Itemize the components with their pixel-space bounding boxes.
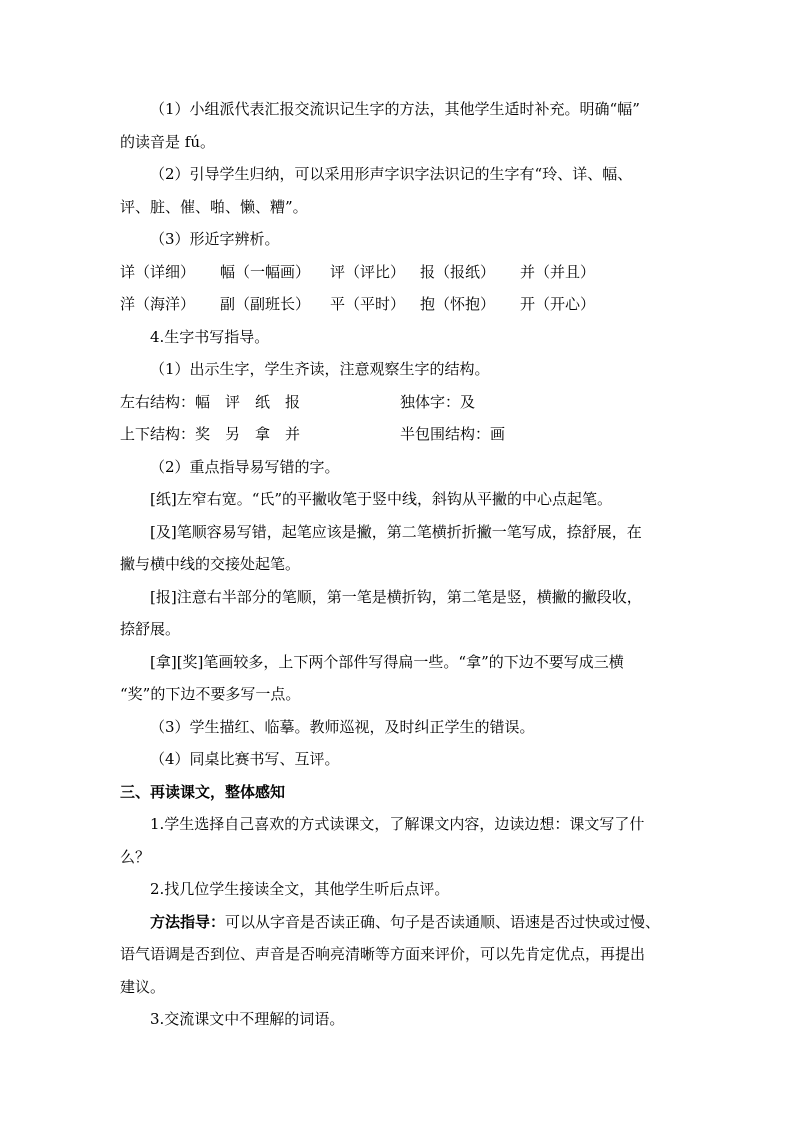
structure-row-1 [120,386,680,419]
question-2: 2.找几位学生接读全文，其他学生听后点评。 [150,880,450,898]
char-note-zhi: [纸]左窄右宽。“氏”的平撇收笔于竖中线，斜钩从平撇的中心点起笔。 [150,490,613,508]
char-note-na-line-2: “奖”的下边不要多写一点。 [120,685,301,703]
question-3: 3.交流课文中不理解的词语。 [150,1010,345,1028]
paragraph-6: （2）重点指导易写错的字。 [150,457,340,476]
paragraph-1-line-2: 的读音是 fú。 [120,132,215,151]
paragraph-8: （4）同桌比赛书写、互评。 [150,750,340,768]
paragraph-2-line-2: 评、脏、催、啪、懒、糟”。 [120,197,308,216]
document-body [120,93,680,1036]
char-pair: 副（副班长） [220,295,311,313]
question-1-line-1: 1.学生选择自己喜欢的方式读课文，了解课文内容，边读边想：课文写了什 [150,815,645,833]
method-guide-text: 可以从字音是否读正确、句子是否读通顺、语速是否过快或过慢、 [225,912,661,931]
similar-chars-row-2 [120,288,680,321]
method-guide-line-2: 语气语调是否到位、声音是否响亮清晰等方面来评价，可以先肯定优点，再提出 [120,945,646,963]
char-pair: 平（平时） [330,295,406,313]
paragraph-3: （3）形近字辨析。 [150,230,280,248]
char-note-na-line-1: [拿][奖]笔画较多，上下两个部件写得扁一些。“拿”的下边不要写成三横 [150,652,624,671]
char-pair: 洋（海洋） [120,295,196,313]
half-enclosure-structure: 半包围结构：画 [400,425,506,443]
char-note-bao-line-2: 捺舒展。 [120,620,181,638]
method-guide-label: 方法指导： [150,912,226,931]
char-pair: 并（并且） [520,262,596,281]
section-3-heading: 三、再读课文，整体感知 [120,782,286,801]
similar-chars-row-1 [120,256,680,289]
char-pair: 详（详细） [120,262,196,281]
char-pair: 开（开心） [520,295,596,313]
structure-row-2 [120,418,680,451]
paragraph-2-line-1: （2）引导学生归纳，可以采用形声字识字法识记的生字有“玲、详、幅、 [150,165,633,183]
char-note-ji-line-2: 撇与横中线的交接处起笔。 [120,555,301,573]
left-right-structure: 左右结构：幅 评 纸 报 [120,392,301,411]
char-note-bao-line-1: [报]注意右半部分的笔顺，第一笔是横折钩，第二笔是竖，横撇的撇段收， [150,587,642,606]
top-bottom-structure: 上下结构：奖 另 拿 并 [120,425,301,443]
paragraph-7: （3）学生描红、临摹。教师巡视，及时纠正学生的错误。 [150,717,535,736]
char-note-ji-line-1: [及]笔顺容易写错，起笔应该是撇，第二笔横折折撇一笔写成，捺舒展，在 [150,522,642,541]
paragraph-4: 4.生字书写指导。 [150,327,270,346]
paragraph-5: （1）出示生字，学生齐读，注意观察生字的结构。 [150,360,490,378]
single-structure: 独体字：及 [400,392,476,411]
method-guide-line-3: 建议。 [120,977,166,996]
char-pair: 幅（一幅画） [220,262,311,281]
char-pair: 抱（怀抱） [420,295,496,313]
char-pair: 报（报纸） [420,262,496,281]
question-1-line-2: 么？ [120,847,151,866]
char-pair: 评（评比） [330,262,406,281]
method-guide-line-1 [120,906,680,939]
paragraph-1-line-1: （1）小组派代表汇报交流识记生字的方法，其他学生适时补充。明确“幅” [150,100,640,118]
